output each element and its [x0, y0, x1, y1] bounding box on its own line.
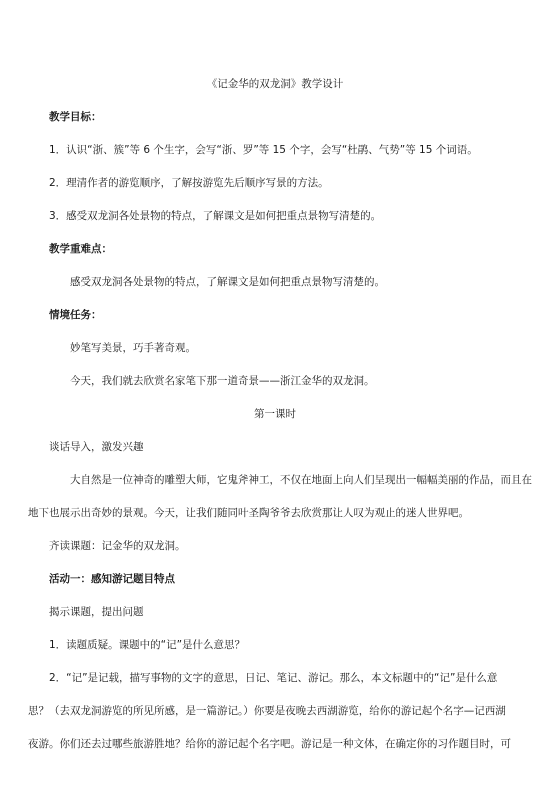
- activity-1-subtitle: 揭示课题，提出问题: [49, 606, 144, 618]
- goal-item-2: 2．理清作者的游览顺序，了解按游览先后顺序写景的方法。: [49, 177, 329, 189]
- question-2-line-2: 思？（去双龙洞游览的所见所感，是一篇游记。）你要是夜晚去西湖游览，给你的游记起个名字—记西湖: [28, 705, 506, 717]
- goal-item-3: 3．感受双龙洞各处景物的特点，了解课文是如何把重点景物写清楚的。: [49, 210, 382, 222]
- lesson-heading: 第一课时: [254, 408, 296, 420]
- key-points-text: 感受双龙洞各处景物的特点，了解课文是如何把重点景物写清楚的。: [70, 276, 385, 288]
- read-title: 齐读课题：记金华的双龙洞。: [49, 540, 186, 552]
- intro-paragraph-line-2: 地下也展示出奇妙的景观。今天，让我们随同叶圣陶爷爷去欣赏那让人叹为观止的迷人世界吧。: [28, 507, 469, 519]
- question-2-line-3: 夜游。你们还去过哪些旅游胜地？给你的游记起个名字吧。游记是一种文体，在确定你的习作题目时，可: [28, 738, 511, 750]
- question-1: 1．读题质疑。课题中的“记”是什么意思？: [49, 639, 246, 651]
- activity-1-heading: 活动一：感知游记题目特点: [49, 573, 175, 585]
- document-title: 《记金华的双龙洞》教学设计: [206, 78, 344, 90]
- intro-paragraph-line-1: 大自然是一位神奇的雕塑大师，它鬼斧神工，不仅在地面上向人们呈现出一幅幅美丽的作品，而且在: [70, 474, 532, 486]
- goal-item-1: 1．认识“浙、簇”等 6 个生字，会写“浙、罗”等 15 个字，会写“杜鹃、气势”等 15 个词语。: [49, 144, 478, 156]
- key-points-heading: 教学重难点：: [49, 243, 112, 255]
- question-2-line-1: 2．“记”是记载，描写事物的文字的意思，日记、笔记、游记。那么，本文标题中的“记”是什么意: [49, 672, 498, 684]
- intro-title: 谈话导入，激发兴趣: [49, 441, 144, 453]
- task-line-2: 今天，我们就去欣赏名家笔下那一道奇景——浙江金华的双龙洞。: [70, 375, 375, 387]
- goals-heading: 教学目标：: [49, 111, 102, 123]
- task-line-1: 妙笔写美景，巧手著奇观。: [70, 342, 196, 354]
- task-heading: 情境任务：: [49, 309, 102, 321]
